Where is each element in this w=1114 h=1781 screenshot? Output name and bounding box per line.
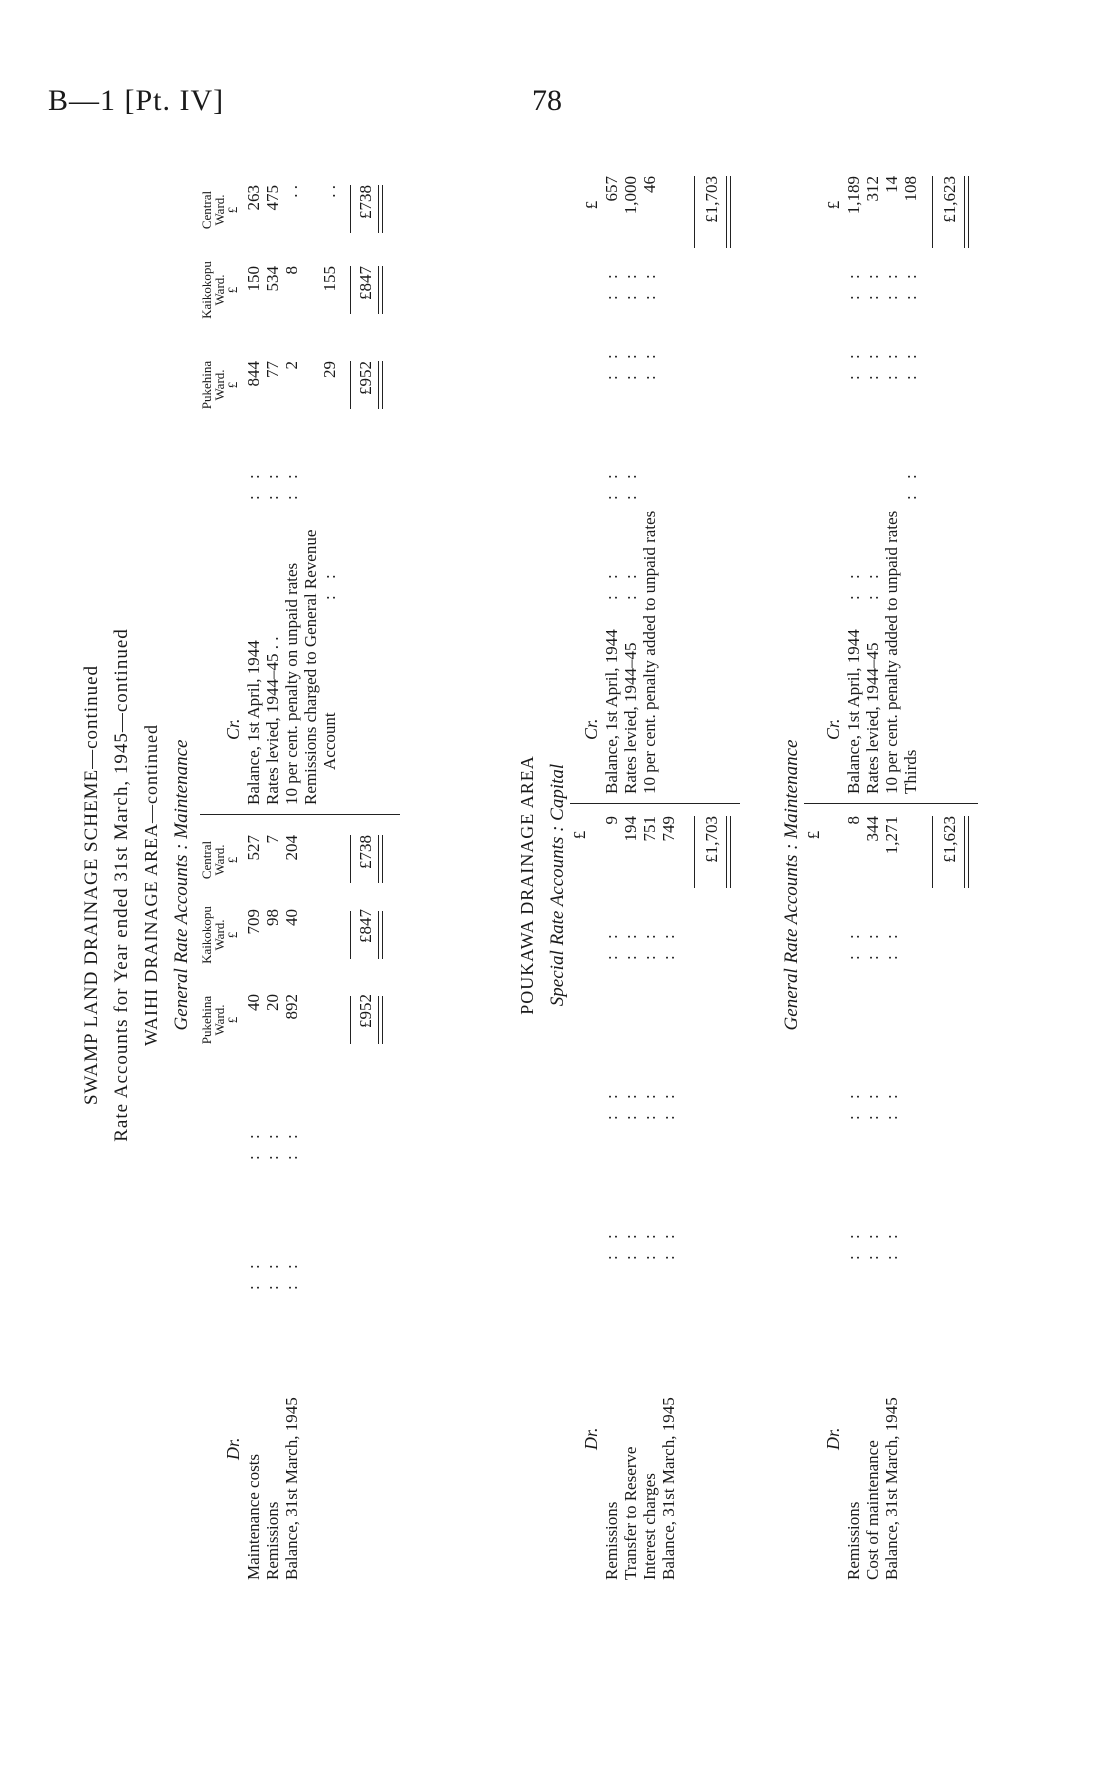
total-rule [350, 266, 351, 314]
col-header-text: Pukehina Ward. [199, 360, 227, 410]
cr-row-label: 10 per cent. penalty on unpaid rates [282, 562, 301, 805]
dr-value: 40 [282, 909, 301, 926]
cr-value: . . [282, 185, 301, 198]
dot-leader: : : [901, 468, 920, 500]
dot-leader: : : [602, 468, 621, 500]
dot-leader: : : [602, 268, 621, 300]
dr-row-label: Interest charges [640, 1473, 659, 1580]
dr-value: 751 [640, 816, 659, 842]
dr-col-header-pukehina [200, 980, 239, 1060]
double-rule [964, 176, 969, 248]
cr-row-label: Balance, 1st April, 1944 [844, 629, 863, 794]
dot-leader: : : [659, 1228, 678, 1260]
dr-total: £1,703 [702, 816, 721, 863]
cr-col-header-pukehina [200, 345, 239, 425]
dr-row-label: Balance, 31st March, 1945 [282, 1397, 301, 1580]
cr-label: Cr. [581, 718, 601, 740]
cr-value: 1,189 [844, 176, 863, 215]
dot-leader: : : [621, 1088, 640, 1120]
cr-label: Cr. [823, 718, 843, 740]
cr-value: 312 [863, 176, 882, 202]
poukawa-title: POUKAWA DRAINAGE AREA [517, 755, 537, 1015]
cr-row-label: 10 per cent. penalty added to unpaid rates [882, 510, 901, 794]
dr-value: 9 [602, 816, 621, 825]
cr-row-label: Rates levied, 1944–45 [621, 642, 640, 794]
accounts-title: Rate Accounts for Year ended 31st March, 1945—continued [111, 628, 132, 1142]
cr-col-header-kaikokopu [200, 250, 239, 330]
rotated-content [82, 170, 1022, 1600]
cr-row-label: 10 per cent. penalty added to unpaid rates [640, 510, 659, 794]
dr-row-label: Remissions [263, 1501, 282, 1580]
currency-symbol: £ [225, 286, 240, 294]
dr-row-label: Remissions [844, 1501, 863, 1580]
dot-leader: : : [640, 1088, 659, 1120]
double-rule [378, 185, 383, 233]
total-rule [350, 835, 351, 883]
dot-leader: : : [282, 468, 301, 500]
scheme-title: SWAMP LAND DRAINAGE SCHEME—continued [81, 664, 102, 1106]
cr-total: £1,703 [702, 176, 721, 223]
cr-value: 657 [602, 176, 621, 202]
cr-value: 14 [882, 176, 901, 193]
cr-value: 2 [282, 361, 301, 370]
dot-leader: : : [844, 348, 863, 380]
dot-leader: : : [244, 1258, 263, 1290]
col-header-text: Pukehina Ward. [199, 995, 227, 1045]
dot-leader: : : [263, 1128, 282, 1160]
col-header-text: Kaikokopu Ward. [199, 261, 227, 319]
cr-value: 475 [263, 185, 282, 211]
double-rule [378, 911, 383, 959]
currency-symbol: £ [824, 200, 843, 210]
account-title: General Rate Accounts : Maintenance [171, 739, 192, 1031]
dr-value: 204 [282, 835, 301, 861]
cr-value: 46 [640, 176, 659, 193]
dr-label: Dr. [823, 1427, 843, 1450]
dot-leader: : : [844, 928, 863, 960]
dot-leader: : : [640, 268, 659, 300]
currency-symbol: £ [225, 856, 240, 864]
total-rule [932, 816, 933, 888]
cr-value: 8 [282, 266, 301, 275]
currency-symbol: £ [582, 200, 601, 210]
col-header-text: Central Ward. [199, 190, 227, 230]
cr-total: £952 [356, 361, 375, 395]
capital-title: Special Rate Accounts : Capital [547, 763, 568, 1007]
cr-total: £738 [356, 185, 375, 219]
dot-leader: : : [621, 348, 640, 380]
total-rule [694, 176, 695, 248]
dr-value: 194 [621, 816, 640, 842]
dr-row-label: Transfer to Reserve [621, 1446, 640, 1580]
dr-value: 20 [263, 994, 282, 1011]
dot-leader: : : [282, 1128, 301, 1160]
total-rule [350, 361, 351, 409]
dot-leader: : : [901, 268, 920, 300]
double-rule [378, 266, 383, 314]
dr-col-header-kaikokopu [200, 895, 239, 975]
dot-leader: : : [901, 348, 920, 380]
dot-leader: : : [263, 1258, 282, 1290]
dot-leader: : : [621, 268, 640, 300]
cr-value: 155 [320, 266, 339, 292]
double-rule [378, 835, 383, 883]
cr-value: 77 [263, 361, 282, 378]
dr-value: 8 [844, 816, 863, 825]
cr-col-header-central [200, 175, 239, 245]
dot-leader: : : [844, 1228, 863, 1260]
column-divider [804, 803, 978, 804]
dot-leader: : : [244, 1128, 263, 1160]
dot-leader: : : [659, 928, 678, 960]
dot-leader: : : [320, 568, 339, 600]
dot-leader: : : [659, 1088, 678, 1120]
dr-label: Dr. [581, 1427, 601, 1450]
dr-value: 98 [263, 909, 282, 926]
dot-leader: : : [244, 468, 263, 500]
dot-leader: : : [882, 268, 901, 300]
dr-value: 709 [244, 909, 263, 935]
double-rule [726, 816, 731, 888]
dot-leader: : : [621, 1228, 640, 1260]
dot-leader: : : [640, 928, 659, 960]
dr-value: 1,271 [882, 816, 901, 855]
cr-value: 1,000 [621, 176, 640, 215]
dot-leader: : : [844, 568, 863, 600]
cr-row-label: Rates levied, 1944–45 . . [263, 636, 282, 805]
dr-total: £952 [356, 994, 375, 1028]
double-rule [726, 176, 731, 248]
dot-leader: : : [602, 568, 621, 600]
total-rule [350, 185, 351, 233]
dot-leader: : : [844, 1088, 863, 1120]
dot-leader: : : [882, 348, 901, 380]
dot-leader: : : [882, 928, 901, 960]
dot-leader: : : [882, 1088, 901, 1120]
dr-col-header-central [200, 825, 239, 895]
currency-symbol: £ [570, 830, 589, 840]
dr-row-label: Balance, 31st March, 1945 [882, 1397, 901, 1580]
cr-total: £847 [356, 266, 375, 300]
dr-label: Dr. [223, 1437, 243, 1460]
cr-row-label: Account [320, 712, 339, 770]
cr-row-label: Balance, 1st April, 1944 [602, 629, 621, 794]
cr-row-label: Balance, 1st April, 1944 [244, 640, 263, 805]
dr-total: £847 [356, 909, 375, 943]
cr-value: 108 [901, 176, 920, 202]
dr-row-label: Cost of maintenance [863, 1440, 882, 1580]
dot-leader: : : [640, 348, 659, 380]
dot-leader: : : [863, 348, 882, 380]
dot-leader: : : [863, 1088, 882, 1120]
dr-total: £738 [356, 835, 375, 869]
cr-value: 263 [244, 185, 263, 211]
dr-value: 892 [282, 994, 301, 1020]
double-rule [378, 996, 383, 1044]
dot-leader: : : [882, 1228, 901, 1260]
dr-row-label: Balance, 31st March, 1945 [659, 1397, 678, 1580]
dot-leader: : : [621, 468, 640, 500]
maintenance-title: General Rate Accounts : Maintenance [781, 739, 802, 1031]
dot-leader: : : [844, 268, 863, 300]
dr-total: £1,623 [940, 816, 959, 863]
total-rule [932, 176, 933, 248]
dot-leader: : : [602, 348, 621, 380]
cr-value: . . [320, 185, 339, 198]
cr-row-label: Thirds [901, 749, 920, 794]
dot-leader: : : [282, 1258, 301, 1290]
dr-value: 344 [863, 816, 882, 842]
currency-symbol: £ [225, 206, 240, 214]
area-title: WAIHI DRAINAGE AREA—continued [141, 724, 161, 1046]
dot-leader: : : [602, 1088, 621, 1120]
column-divider [570, 803, 740, 804]
dr-value: 40 [244, 994, 263, 1011]
dr-value: 749 [659, 816, 678, 842]
col-header-text: Kaikokopu Ward. [199, 906, 227, 964]
dot-leader: : : [863, 1228, 882, 1260]
cr-row-label: Rates levied, 1944–45 [863, 642, 882, 794]
dot-leader: : : [640, 1228, 659, 1260]
total-rule [350, 911, 351, 959]
total-rule [350, 996, 351, 1044]
page-code: B—1 [Pt. IV] [48, 84, 225, 117]
dot-leader: : : [263, 468, 282, 500]
dr-row-label: Remissions [602, 1501, 621, 1580]
column-divider [200, 814, 400, 815]
currency-symbol: £ [225, 381, 240, 389]
cr-value: 534 [263, 266, 282, 292]
cr-row-label: Remissions charged to General Revenue [301, 529, 320, 805]
cr-label: Cr. [223, 718, 243, 740]
total-rule [694, 816, 695, 888]
page-number: 78 [532, 84, 562, 117]
dot-leader: : : [863, 568, 882, 600]
dot-leader: : : [621, 928, 640, 960]
double-rule [378, 361, 383, 409]
dr-value: 7 [263, 835, 282, 844]
dot-leader: : : [602, 928, 621, 960]
currency-symbol: £ [225, 931, 240, 939]
currency-symbol: £ [804, 830, 823, 840]
dr-row-label: Maintenance costs [244, 1453, 263, 1580]
cr-value: 844 [244, 361, 263, 387]
cr-value: 29 [320, 361, 339, 378]
dot-leader: : : [602, 1228, 621, 1260]
dot-leader: : : [621, 568, 640, 600]
currency-symbol: £ [225, 1016, 240, 1024]
cr-value: 150 [244, 266, 263, 292]
dr-value: 527 [244, 835, 263, 861]
dot-leader: : : [863, 268, 882, 300]
dot-leader: : : [863, 928, 882, 960]
double-rule [964, 816, 969, 888]
col-header-text: Central Ward. [199, 840, 227, 880]
cr-total: £1,623 [940, 176, 959, 223]
